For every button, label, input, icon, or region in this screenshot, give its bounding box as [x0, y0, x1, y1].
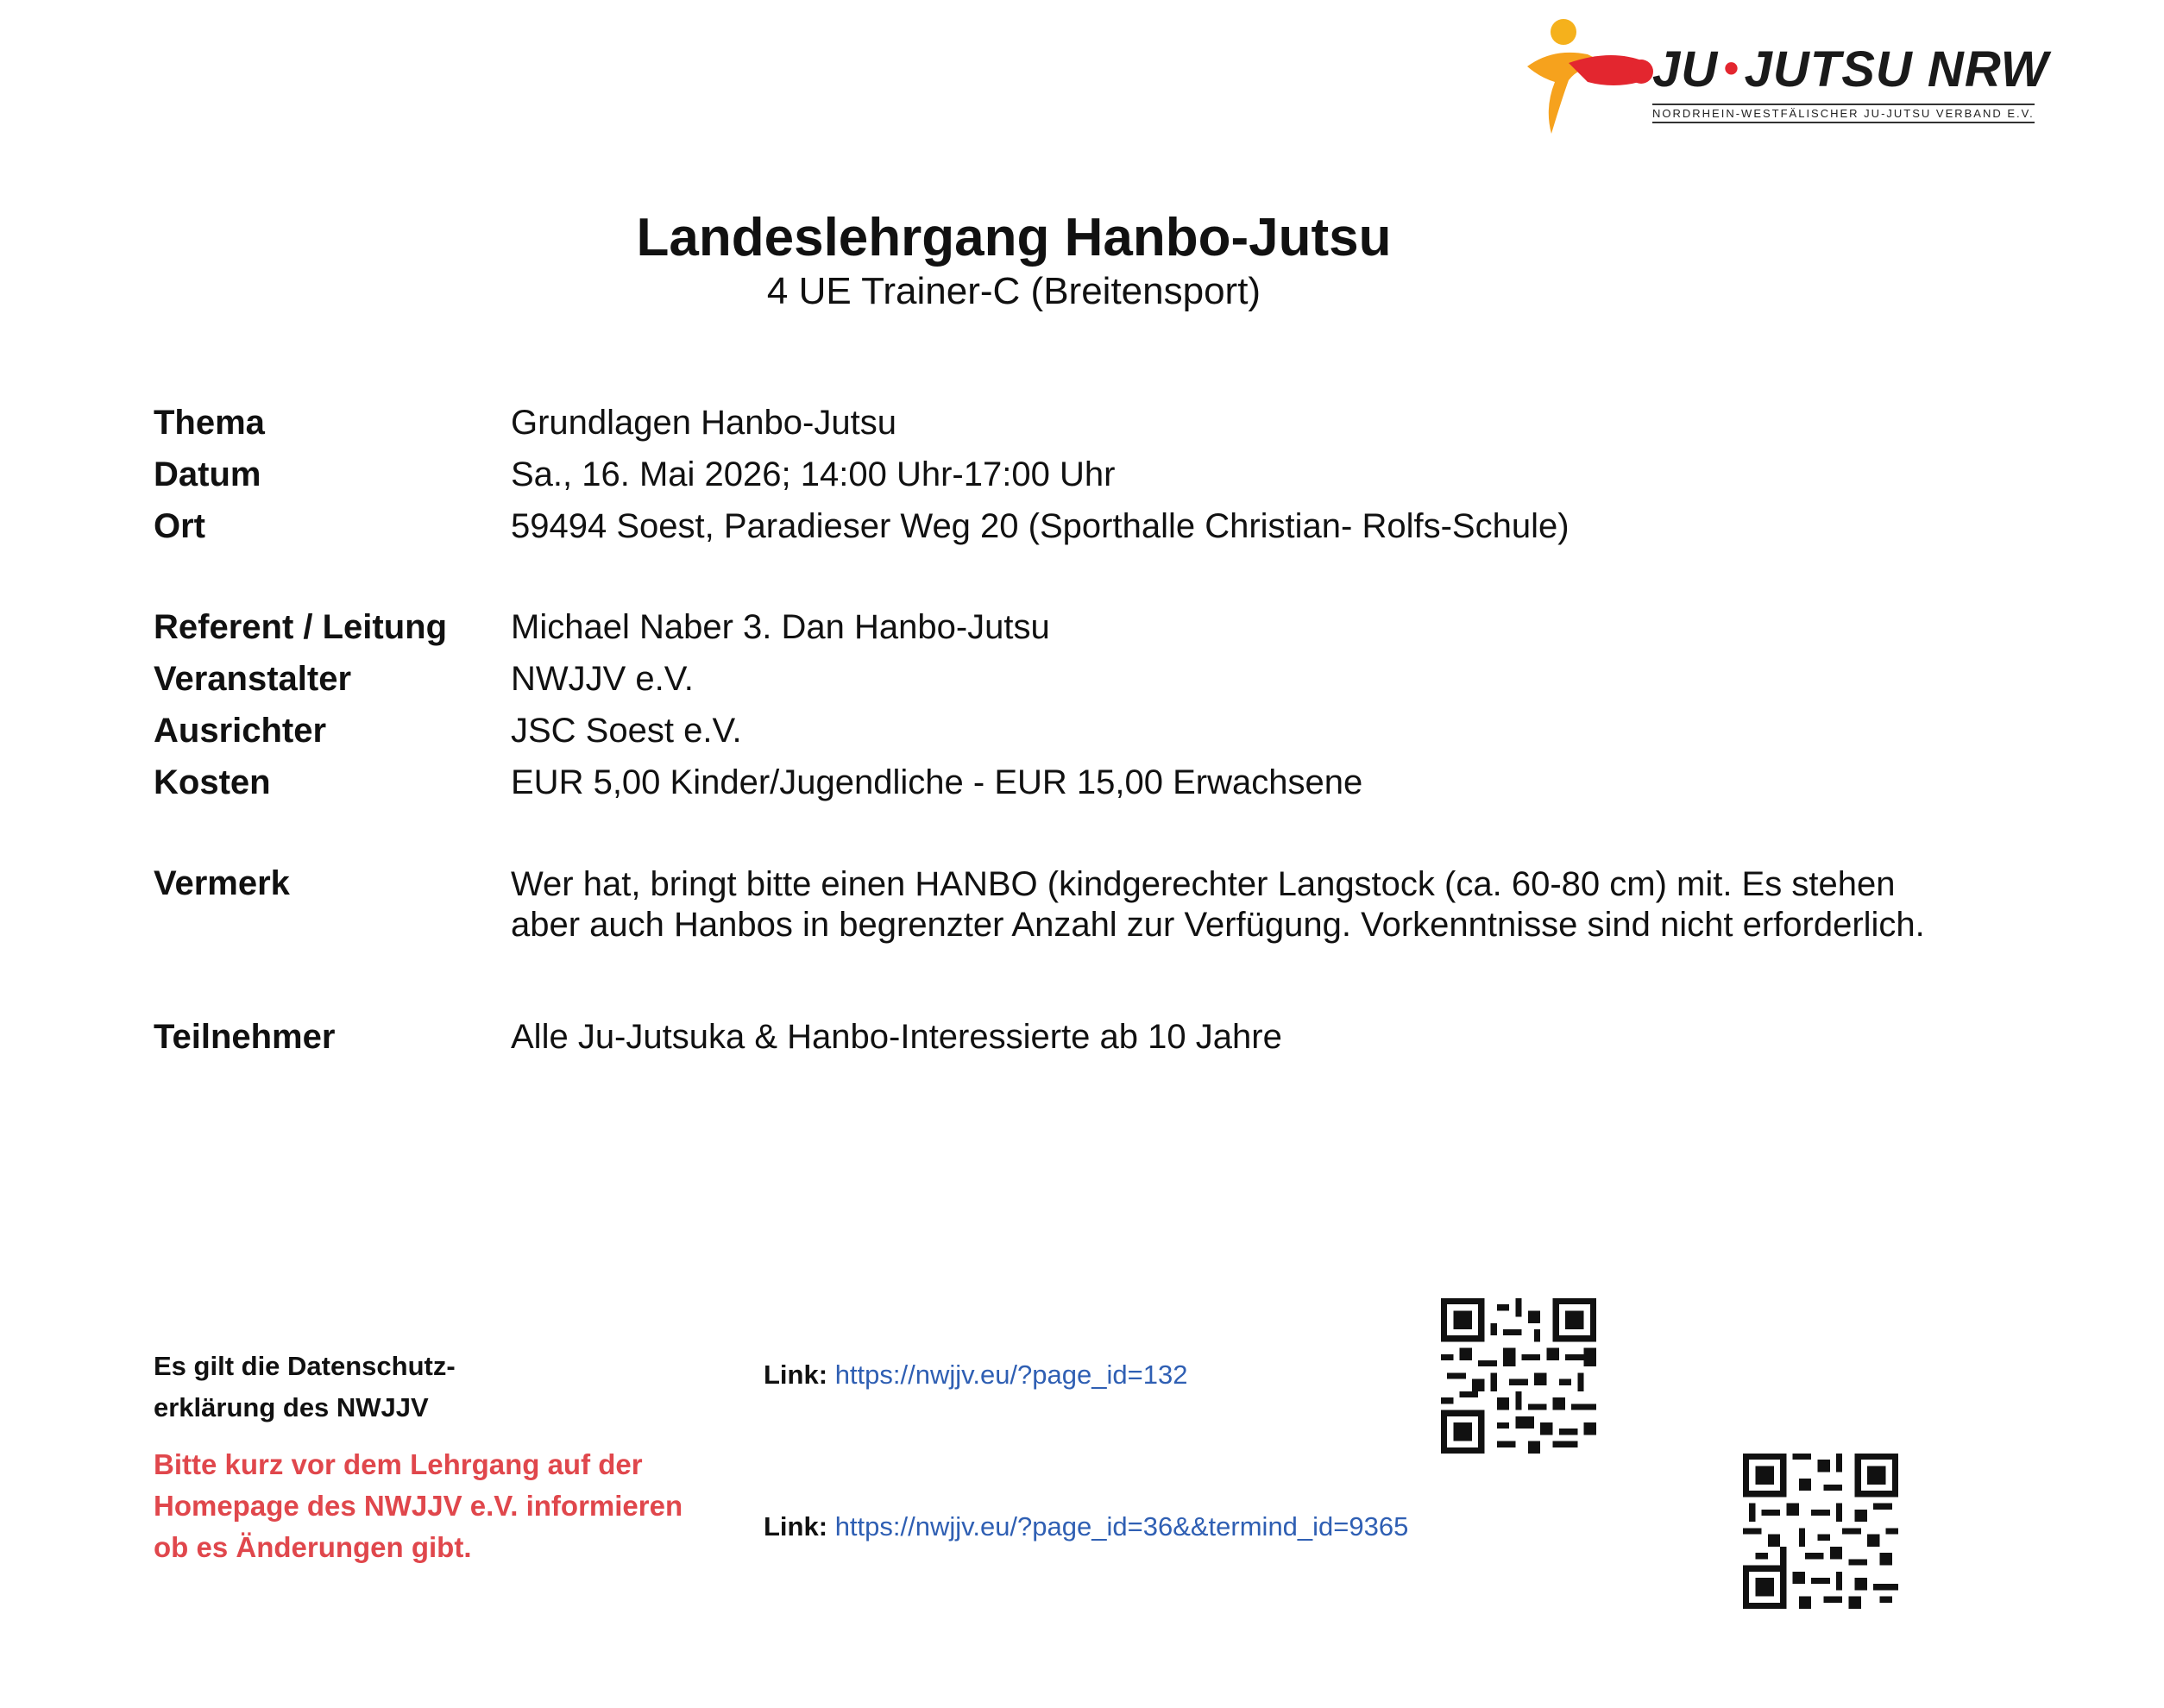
link-url-1[interactable]: https://nwjjv.eu/?page_id=132: [834, 1359, 1188, 1390]
link-label-1: Link:: [764, 1359, 828, 1390]
page-title: Landeslehrgang Hanbo-Jutsu: [636, 208, 1392, 267]
link-label-2: Link:: [764, 1511, 828, 1542]
link-url-2[interactable]: https://nwjjv.eu/?page_id=36&&termind_id=9365: [834, 1511, 1409, 1542]
vermerk-value: Wer hat, bringt bitte einen HANBO (kindgerechter Langstock (ca. 60-80 cm) mit. Es stehen aber auch Hanbos in begrenzter Anzahl zur Verfügung. Vorkenntnisse sind nicht erforderlich.: [511, 865, 1925, 944]
privacy-line-2: erklärung des NWJJV: [154, 1392, 429, 1422]
kosten-value: EUR 5,00 Kinder/Jugendliche - EUR 15,00 Erwachsene: [511, 763, 1363, 801]
ort-value: 59494 Soest, Paradieser Weg 20 (Sporthalle Christian- Rolfs-Schule): [511, 507, 1570, 545]
privacy-notice: [154, 1346, 585, 1429]
datum-value: Sa., 16. Mai 2026; 14:00 Uhr-17:00 Uhr: [511, 455, 1116, 493]
veranstalter-label: Veranstalter: [154, 660, 352, 698]
ort-label: Ort: [154, 507, 205, 545]
qr-code-icon[interactable]: [1743, 1454, 1898, 1609]
kosten-label: Kosten: [154, 763, 271, 801]
page-subtitle: 4 UE Trainer-C (Breitensport): [766, 270, 1261, 312]
veranstalter-value: NWJJV e.V.: [511, 660, 694, 698]
logo-wordmark: JU • JUTSU NRW: [1652, 41, 2049, 97]
datum-label: Datum: [154, 455, 261, 493]
referent-label: Referent / Leitung: [154, 608, 448, 646]
thema-label: Thema: [154, 404, 265, 442]
qr-code-icon[interactable]: [1441, 1298, 1596, 1454]
privacy-line-1: Es gilt die Datenschutz-: [154, 1351, 456, 1381]
martial-artist-logo-icon: [1519, 13, 1665, 142]
ausrichter-label: Ausrichter: [154, 712, 327, 750]
logo-subtitle: NORDRHEIN-WESTFÄLISCHER JU-JUTSU VERBAND E.V.: [1652, 104, 2035, 123]
link-row-2: [764, 1511, 1408, 1542]
vermerk-label: Vermerk: [154, 864, 290, 902]
change-notice: Bitte kurz vor dem Lehrgang auf der Homepage des NWJJV e.V. informieren ob es Änderungen gibt.: [154, 1448, 683, 1563]
referent-value: Michael Naber 3. Dan Hanbo-Jutsu: [511, 608, 1050, 646]
ausrichter-value: JSC Soest e.V.: [511, 712, 742, 750]
link-row-1: [764, 1359, 1187, 1391]
teilnehmer-value: Alle Ju-Jutsuka & Hanbo-Interessierte ab 10 Jahre: [511, 1018, 1282, 1056]
organization-logo: [1519, 13, 2049, 142]
teilnehmer-label: Teilnehmer: [154, 1018, 336, 1056]
thema-value: Grundlagen Hanbo-Jutsu: [511, 404, 896, 442]
